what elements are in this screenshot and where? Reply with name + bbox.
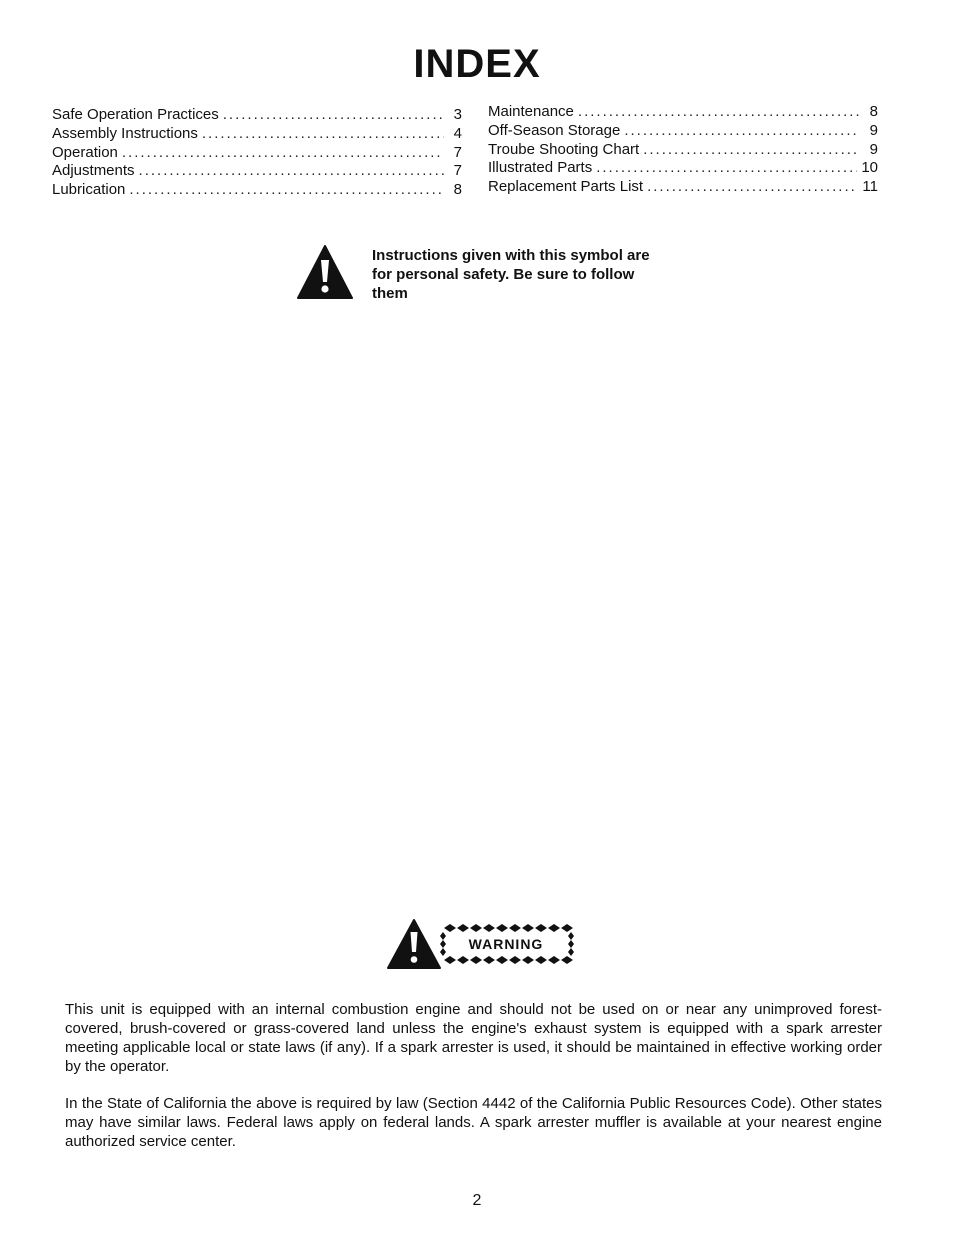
index-entry-page: 9 xyxy=(869,121,878,139)
dot-leader xyxy=(129,181,444,200)
index-entry xyxy=(52,125,462,144)
index-entry-page: 8 xyxy=(453,181,462,199)
safety-notice xyxy=(296,244,676,304)
dot-leader xyxy=(122,144,444,163)
index-entry xyxy=(52,162,462,181)
index-entry-page: 3 xyxy=(453,106,462,123)
index-entry-page: 8 xyxy=(869,103,878,120)
index-entry-label: Operation xyxy=(52,143,118,161)
index-entry-page: 10 xyxy=(861,159,878,177)
warning-badge xyxy=(438,922,576,966)
page-number: 2 xyxy=(472,1192,482,1209)
dot-leader xyxy=(223,106,444,125)
warning-triangle-icon xyxy=(296,244,354,305)
index-entry-page: 7 xyxy=(453,162,462,180)
dot-leader xyxy=(202,125,444,144)
index-entry-page: 7 xyxy=(453,143,462,161)
warning-heading xyxy=(386,918,596,970)
index-entry-label: Lubrication xyxy=(52,181,126,199)
dot-leader xyxy=(647,178,858,197)
index-entry xyxy=(488,159,878,178)
index-entry-label: Off-Season Storage xyxy=(488,121,621,139)
index-entry-label: Illustrated Parts xyxy=(488,159,593,177)
safety-notice-text: Instructions given with this symbol are for personal safety. Be sure to follow them xyxy=(372,247,650,302)
page-title: INDEX xyxy=(413,42,541,86)
index-column-left xyxy=(52,106,462,200)
dot-leader xyxy=(643,141,860,160)
index-entry xyxy=(488,122,878,141)
dot-leader xyxy=(624,122,860,141)
index-entry-label: Troube Shooting Chart xyxy=(488,140,640,158)
index-entry xyxy=(488,178,878,197)
index-entry xyxy=(488,103,878,122)
index-entry-page: 9 xyxy=(869,140,878,158)
index-entry-page: 4 xyxy=(453,124,462,142)
california-law-paragraph: In the State of California the above is required by law (Section 4442 of the California Public Resources Code). Other states may have similar laws. Federal laws apply on federal lands. A spark arrester muffler is available at your nearest engine authorized service center. xyxy=(65,1095,882,1150)
warning-label: WARNING xyxy=(468,936,544,952)
dot-leader xyxy=(139,162,444,181)
index-entry xyxy=(52,181,462,200)
dot-leader xyxy=(578,103,860,122)
warning-triangle-icon xyxy=(386,918,442,975)
dot-leader xyxy=(596,159,857,178)
index-entry xyxy=(52,144,462,163)
index-entry-label: Replacement Parts List xyxy=(488,178,644,196)
index-entry-page: 11 xyxy=(862,178,878,196)
index-entry xyxy=(52,106,462,125)
index-entry xyxy=(488,141,878,160)
index-entry-label: Assembly Instructions xyxy=(52,124,198,142)
spark-arrester-paragraph: This unit is equipped with an internal combustion engine and should not be used on or near any unimproved forest-covered, brush-covered or grass-covered land unless the engine's exhaust system is equipped with a spark arrester meeting applicable local or state laws (if any). If a spark arrester is used, it should be maintained in effective working order by the operator. xyxy=(65,1001,882,1075)
index-entry-label: Maintenance xyxy=(488,103,574,120)
index-column-right xyxy=(488,103,878,197)
index-entry-label: Adjustments xyxy=(52,162,135,180)
index-entry-label: Safe Operation Practices xyxy=(52,106,219,123)
